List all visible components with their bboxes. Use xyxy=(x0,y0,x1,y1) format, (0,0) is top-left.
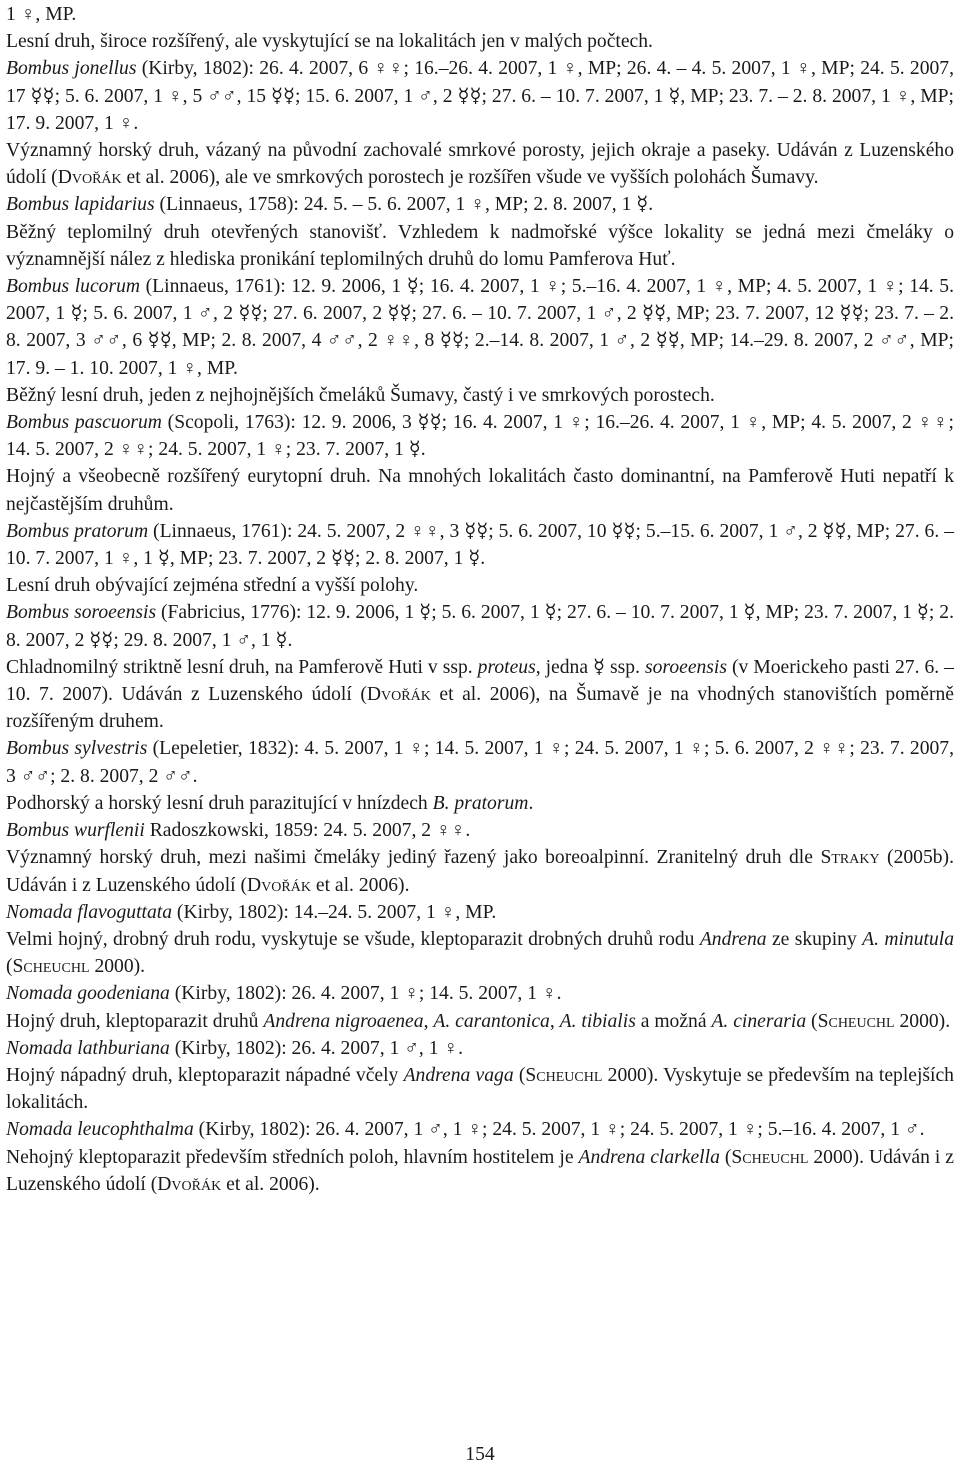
author-name: Scheuchl xyxy=(525,1064,603,1086)
paragraph xyxy=(6,273,954,382)
paragraph xyxy=(6,1144,954,1198)
paragraph xyxy=(6,980,954,1007)
paragraph xyxy=(6,518,954,572)
paragraph xyxy=(6,1062,954,1116)
text-run: 1 ♀, MP. xyxy=(6,4,77,25)
italic-text: Bombus pascuorum xyxy=(6,412,162,434)
paragraph xyxy=(6,654,954,736)
italic-text: Nomada flavoguttata xyxy=(6,901,173,923)
text-run: Lesní druh obývající zejména střední a vyšší polohy. xyxy=(6,575,419,597)
text-run: Hojný nápadný druh, kleptoparazit nápadné včely xyxy=(6,1064,404,1086)
paragraph xyxy=(6,926,954,980)
italic-text: A. minutula xyxy=(862,928,954,950)
text-run: Hojný a všeobecně rozšířený eurytopní druh. Na mnohých lokalitách často dominantní, na Pamferově Huti nepatří k nejčastějším druhům. xyxy=(6,466,954,515)
text-run: a možná xyxy=(635,1010,712,1032)
text-run: et al. 2006), na Šumavě je na vhodných stanovištích poměrně rozšířeným druhem. xyxy=(6,684,954,733)
author-name: Dvořák xyxy=(247,874,311,896)
author-name: Dvořák xyxy=(157,1173,222,1195)
paragraph xyxy=(6,28,954,55)
author-name: Scheuchl xyxy=(731,1146,809,1168)
text-run: Běžný teplomilný druh otevřených stanovišť. Vzhledem k nadmořské výšce lokality se jedná mezi čmeláky o významnější nález z hlediska pronikání teplomilných druhů do lomu Pamferova Huť. xyxy=(6,221,954,270)
author-name: Scheuchl xyxy=(817,1010,895,1032)
text-run: 2000). xyxy=(894,1010,951,1032)
text-run: Lesní druh, široce rozšířený, ale vyskytující se na lokalitách jen v malých počtech. xyxy=(6,31,653,53)
italic-text: Nomada lathburiana xyxy=(6,1037,170,1059)
italic-text: Nomada goodeniana xyxy=(6,983,170,1005)
text-run: 2000). Vyskytuje se především na teplejších lokalitách. xyxy=(6,1064,954,1114)
italic-text: B. pratorum xyxy=(432,792,529,814)
text-run: Velmi hojný, drobný druh rodu, vyskytuje se všude, kleptoparazit drobných druhů rodu xyxy=(6,928,700,950)
text-run: , xyxy=(423,1010,434,1032)
text-run: . xyxy=(528,792,534,814)
text-run: Běžný lesní druh, jeden z nejhojnějších čmeláků Šumavy, častý i ve smrkových porostech. xyxy=(6,384,715,406)
text-run: (Fabricius, 1776): 12. 9. 2006, 1 ☿; 5. 6. 2007, 1 ☿; 27. 6. – 10. 7. 2007, 1 ☿, MP; 23. 7. 2007, 1 ☿; 2. 8. 2007, 2 ☿☿; 29. 8. 2007, 1 ♂, 1 ☿. xyxy=(6,602,954,651)
italic-text: Andrena xyxy=(699,928,767,950)
italic-text: Bombus soroeensis xyxy=(6,602,157,624)
text-run: (Kirby, 1802): 26. 4. 2007, 6 ♀♀; 16.–26. 4. 2007, 1 ♀, MP; 26. 4. – 4. 5. 2007, 1 ♀, MP; 24. 5. 2007, 17 ☿☿; 5. 6. 2007, 1 ♀, 5 ♂♂, 15 ☿☿; 15. 6. 2007, 1 ♂, 2 ☿☿; 27. 6. – 10. 7. 2007, 1 ☿, MP; 23. 7. – 2. 8. 2007, 1 ♀, MP; 17. 9. 2007, 1 ♀. xyxy=(6,58,954,134)
text-run: 2000). Udáván i z Luzenského údolí ( xyxy=(6,1146,954,1195)
author-name: Straky xyxy=(820,847,880,869)
paragraph xyxy=(6,817,954,844)
paragraph xyxy=(6,409,954,463)
text-run: (Kirby, 1802): 26. 4. 2007, 1 ♀; 14. 5. 2007, 1 ♀. xyxy=(169,983,562,1005)
text-run: ( xyxy=(6,956,13,978)
text-run: 2000). xyxy=(89,956,146,978)
text-run: (v Moerickeho pasti 27. 6. – 10. 7. 2007). Udáván z Luzenského údolí ( xyxy=(6,656,954,706)
paragraph xyxy=(6,55,954,137)
paragraph xyxy=(6,735,954,789)
page-number: 154 xyxy=(465,1444,495,1465)
italic-text: Bombus pratorum xyxy=(6,520,149,542)
paragraph xyxy=(6,1,954,28)
author-name: Scheuchl xyxy=(12,956,90,978)
text-run: , xyxy=(549,1010,560,1032)
italic-text: Andrena clarkella xyxy=(578,1146,720,1168)
paragraph xyxy=(6,790,954,817)
paragraph xyxy=(6,599,954,653)
text-run: Nehojný kleptoparazit především středních poloh, hlavním hostitelem je xyxy=(6,1146,579,1168)
text-run: , jedna ☿ ssp. xyxy=(535,656,645,678)
text-run: Chladnomilný striktně lesní druh, na Pamferově Huti v ssp. xyxy=(6,656,478,678)
text-run: (Linnaeus, 1761): 24. 5. 2007, 2 ♀♀, 3 ☿☿; 5. 6. 2007, 10 ☿☿; 5.–15. 6. 2007, 1 ♂, 2 ☿☿, MP; 27. 6. – 10. 7. 2007, 1 ♀, 1 ☿, MP; 23. 7. 2007, 2 ☿☿; 2. 8. 2007, 1 ☿. xyxy=(6,520,954,570)
author-name: Dvořák xyxy=(57,167,122,189)
text-run: (Scopoli, 1763): 12. 9. 2006, 3 ☿☿; 16. 4. 2007, 1 ♀; 16.–26. 4. 2007, 1 ♀, MP; 4. 5. 2007, 2 ♀♀; 14. 5. 2007, 2 ♀♀; 24. 5. 2007, 1 ♀; 23. 7. 2007, 1 ☿. xyxy=(6,412,954,461)
italic-text: Bombus sylvestris xyxy=(6,738,148,760)
text-run: et al. 2006). xyxy=(221,1173,320,1195)
paragraph xyxy=(6,1035,954,1062)
text-run: ( xyxy=(806,1010,818,1032)
text-run: (Linnaeus, 1761): 12. 9. 2006, 1 ☿; 16. 4. 2007, 1 ♀; 5.–16. 4. 2007, 1 ♀, MP; 4. 5. 2007, 1 ♀; 14. 5. 2007, 1 ☿; 5. 6. 2007, 1 ♂, 2 ☿☿; 27. 6. 2007, 2 ☿☿; 27. 6. – 10. 7. 2007, 1 ♂, 2 ☿☿, MP; 23. 7. 2007, 12 ☿☿; 23. 7. – 2. 8. 2007, 3 ♂♂, 6 ☿☿, MP; 2. 8. 2007, 4 ♂♂, 2 ♀♀, 8 ☿☿; 2.–14. 8. 2007, 1 ♂, 2 ☿☿, MP; 14.–29. 8. 2007, 2 ♂♂, MP; 17. 9. – 1. 10. 2007, 1 ♀, MP. xyxy=(6,276,954,379)
text-run: et al. 2006). xyxy=(310,874,410,896)
paragraph xyxy=(6,219,954,273)
paragraph xyxy=(6,572,954,599)
paragraph xyxy=(6,463,954,517)
text-run: (Kirby, 1802): 26. 4. 2007, 1 ♂, 1 ♀. xyxy=(169,1037,464,1059)
text-run: (2005b). Udáván i z Luzenského údolí ( xyxy=(6,847,954,896)
text-run: ( xyxy=(513,1064,526,1086)
text-run: ( xyxy=(719,1146,732,1168)
author-name: Dvořák xyxy=(366,684,431,706)
paragraph xyxy=(6,899,954,926)
text-run: ze skupiny xyxy=(766,928,863,950)
italic-text: Nomada leucophthalma xyxy=(6,1119,194,1141)
italic-text: soroeensis xyxy=(645,656,728,678)
text-run: Podhorský a horský lesní druh parazitující v hnízdech xyxy=(6,792,433,814)
italic-text: A. cineraria xyxy=(711,1010,807,1032)
paragraph xyxy=(6,1116,954,1143)
text-run: (Linnaeus, 1758): 24. 5. – 5. 6. 2007, 1 ♀, MP; 2. 8. 2007, 1 ☿. xyxy=(154,194,654,216)
text-run: (Kirby, 1802): 14.–24. 5. 2007, 1 ♀, MP. xyxy=(172,901,497,923)
italic-text: Bombus wurflenii xyxy=(6,820,145,842)
text-run: (Lepeletier, 1832): 4. 5. 2007, 1 ♀; 14. 5. 2007, 1 ♀; 24. 5. 2007, 1 ♀; 5. 6. 2007, 2 ♀♀; 23. 7. 2007, 3 ♂♂; 2. 8. 2007, 2 ♂♂. xyxy=(6,738,954,787)
italic-text: proteus xyxy=(477,656,536,678)
paragraph xyxy=(6,382,954,409)
text-run: Radoszkowski, 1859: 24. 5. 2007, 2 ♀♀. xyxy=(144,820,471,842)
text-run: Významný horský druh, vázaný na původní zachovalé smrkové porosty, jejich okraje a paseky. Udáván z Luzenského údolí ( xyxy=(6,140,954,189)
text-run: et al. 2006), ale ve smrkových porostech je rozšířen všude ve vyšších polohách Šumavy. xyxy=(121,167,819,189)
italic-text: Bombus lapidarius xyxy=(6,194,155,216)
italic-text: A. tibialis xyxy=(559,1010,636,1032)
paragraph xyxy=(6,137,954,191)
paragraph xyxy=(6,844,954,898)
text-run: Významný horský druh, mezi našimi čmeláky jediný řazený jako boreoalpinní. Zranitelný druh dle xyxy=(6,847,821,869)
text-run: Hojný druh, kleptoparazit druhů xyxy=(6,1010,264,1032)
paragraph xyxy=(6,1008,954,1035)
paragraph xyxy=(6,191,954,218)
page-text xyxy=(6,0,954,1198)
italic-text: Andrena vaga xyxy=(403,1064,514,1086)
text-run: (Kirby, 1802): 26. 4. 2007, 1 ♂, 1 ♀; 24. 5. 2007, 1 ♀; 24. 5. 2007, 1 ♀; 5.–16. 4. 2007, 1 ♂. xyxy=(193,1119,925,1141)
italic-text: Andrena nigroaenea xyxy=(263,1010,424,1032)
italic-text: Bombus jonellus xyxy=(6,58,137,80)
italic-text: Bombus lucorum xyxy=(6,276,141,298)
italic-text: A. carantonica xyxy=(433,1010,550,1032)
